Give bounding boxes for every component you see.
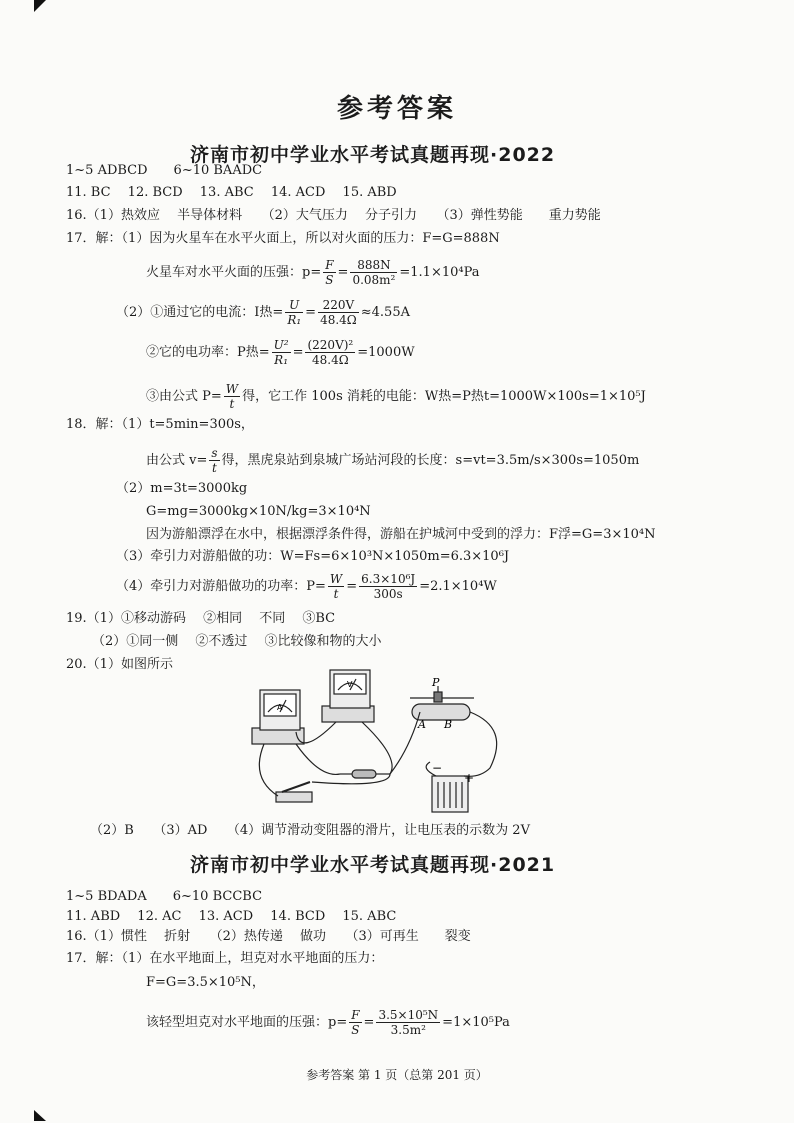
label-a: A — [418, 718, 426, 731]
numerator: U² — [273, 338, 289, 352]
switch-icon — [276, 782, 312, 802]
numerator: s — [211, 446, 218, 460]
answer-line-mc1: 1~5 ADBCD 6~10 BAADC — [66, 163, 263, 178]
fraction — [285, 298, 303, 327]
corner-mark-bottom — [30, 1108, 50, 1123]
answer-line-q19-1: 19.（1）①移动游码 ②相同 不同 ③BC — [66, 611, 336, 626]
answer-line-q18-3: （3）牵引力对游船做的功：W=Fs=6×10³N×1050m=6.3×10⁶J — [116, 549, 510, 564]
page-title: 参考答案 — [336, 94, 457, 124]
fraction — [359, 572, 417, 601]
answer-line-q18-1: 18．解：（1）t=5min=300s， — [66, 417, 254, 432]
denominator: 48.4Ω — [312, 353, 349, 367]
fraction — [224, 382, 240, 411]
numerator: F — [351, 1008, 360, 1022]
fraction — [318, 298, 359, 327]
ammeter-symbol: A — [277, 703, 283, 712]
text-prefix: ③由公式 P= — [146, 389, 222, 404]
text-suffix: =1000W — [357, 345, 415, 360]
answer-line-q17-1: 17．解：（1）因为火星车在水平火面上，所以对火面的压力：F=G=888N — [66, 231, 500, 246]
denominator: t — [333, 587, 339, 601]
numerator: (220V)² — [307, 338, 354, 352]
answer-line-q19-2: （2）①同一侧 ②不透过 ③比较像和物的大小 — [92, 634, 382, 649]
answer-line-2021-q17-1: 17．解：（1）在水平地面上，坦克对水平地面的压力： — [66, 951, 384, 966]
numerator: 6.3×10⁶J — [361, 572, 416, 586]
text-prefix: （4）牵引力对游船做功的功率：P= — [116, 579, 326, 594]
numerator: W — [225, 382, 239, 396]
numerator: 3.5×10⁵N — [378, 1008, 439, 1022]
text-suffix: ≈4.55A — [360, 305, 410, 320]
text-prefix: 由公式 v= — [146, 453, 208, 468]
denominator: 300s — [373, 587, 403, 601]
answer-line-2021-q16: 16.（1）惯性 折射 （2）热传递 做功 （3）可再生 裂变 — [66, 929, 471, 944]
numerator: 888N — [350, 258, 397, 273]
battery-icon — [432, 776, 468, 812]
denominator: 48.4Ω — [320, 313, 357, 327]
denominator: S — [325, 273, 334, 287]
denominator: t — [212, 461, 217, 475]
answer-line-q18-length — [146, 446, 639, 475]
answer-line-q17-power: ②它的电功率：P热= $\frac{\text{U²}}{\text{R₁}}$ = $\frac{\text{(220V)²}}{48.4\Omega}$ =1000W — [146, 338, 415, 367]
fraction — [349, 1008, 361, 1037]
resistor-icon — [340, 770, 390, 778]
page-footer: 参考答案 第 1 页（总第 201 页） — [306, 1068, 488, 1082]
denominator: R₁ — [274, 353, 289, 367]
denominator: R₁ — [287, 313, 302, 327]
text-suffix: =1.1×10⁴Pa — [399, 265, 480, 280]
voltmeter-symbol: V — [347, 680, 353, 689]
answer-line-q17-energy — [146, 382, 646, 411]
numerator: U — [285, 298, 303, 313]
answer-line-q18-gravity: G=mg=3000kg×10N/kg=3×10⁴N — [146, 504, 371, 519]
answer-line-q17-current: （2）①通过它的电流：I热= $\frac{U}{\text{R₁}}$ = $\frac{220V}{48.4\Omega}$ ≈4.55A — [116, 298, 410, 327]
section-heading-2021: 济南市初中学业水平考试真题再现·2021 — [190, 854, 556, 876]
answer-line-q20-1: 20.（1）如图所示 — [66, 657, 173, 672]
fraction — [328, 572, 344, 601]
fraction — [209, 446, 219, 475]
answer-line-2021-q17-force: F=G=3.5×10⁵N， — [146, 975, 265, 990]
battery-minus: − — [432, 761, 443, 775]
answer-line-q20-2: （2）B （3）AD （4）调节滑动变阻器的滑片，让电压表的示数为 2V — [90, 823, 530, 838]
label-b: B — [444, 718, 453, 731]
denominator: 3.5m² — [390, 1023, 426, 1037]
denominator: t — [229, 397, 235, 411]
denominator: S — [351, 1023, 360, 1037]
corner-mark-top — [30, 0, 50, 16]
ammeter-icon — [252, 690, 304, 744]
label-p: P — [432, 676, 440, 689]
answer-line-2021-mc2: 11. ABD 12. AC 13. ACD 14. BCD 15. ABC — [66, 909, 397, 924]
numerator: F — [325, 258, 334, 272]
fraction — [376, 1008, 440, 1037]
circuit-diagram — [240, 668, 570, 818]
text-suffix: 得，黑虎泉站到泉城广场站河段的长度：s=vt=3.5m/s×300s=1050m — [221, 453, 640, 468]
denominator: 0.08m² — [352, 273, 396, 287]
answer-line-mc2: 11. BC 12. BCD 13. ABC 14. ACD 15. ABD — [66, 185, 397, 200]
answer-line-2021-q17-pressure: 该轻型坦克对水平地面的压强：p= $\frac{F}{S}$ = $\frac{\text{3.5×10⁵N}}{\text{3.5m²}}$ =1×10⁵Pa — [146, 1008, 510, 1037]
battery-plus: + — [464, 771, 475, 785]
section-heading-2022: 济南市初中学业水平考试真题再现·2022 — [190, 144, 556, 166]
fraction — [350, 258, 397, 287]
answer-line-q18-2: （2）m=3t=3000kg — [116, 481, 248, 496]
text-prefix: 该轻型坦克对水平地面的压强：p= — [146, 1015, 348, 1030]
numerator: 220V — [318, 298, 359, 313]
text-prefix: 火星车对水平火面的压强：p= — [146, 265, 322, 280]
text-prefix: ②它的电功率：P热= — [146, 345, 270, 360]
answer-line-q16: 16.（1）热效应 半导体材料 （2）大气压力 分子引力 （3）弹性势能 重力势能 — [66, 208, 601, 223]
answer-line-2021-mc1: 1~5 BDADA 6~10 BCCBC — [66, 889, 263, 904]
answer-line-q18-buoyancy: 因为游船漂浮在水中，根据漂浮条件得，游船在护城河中受到的浮力：F浮=G=3×10⁴N — [146, 527, 656, 542]
text-suffix: 得，它工作 100s 消耗的电能：W热=P热t=1000W×100s=1×10⁵J — [242, 389, 646, 404]
fraction — [305, 338, 355, 367]
text-suffix: =2.1×10⁴W — [419, 579, 497, 594]
text-suffix: =1×10⁵Pa — [442, 1015, 510, 1030]
answer-line-q17-pressure: 火星车对水平火面的压强：p= $\frac{F}{S}$ = $\frac{888N}{\text{0.08m²}}$ =1.1×10⁴Pa — [146, 258, 480, 287]
numerator: W — [329, 572, 343, 586]
voltmeter-icon — [322, 670, 374, 722]
fraction — [272, 338, 291, 367]
answer-line-q18-4: （4）牵引力对游船做功的功率：P= $\frac{W}{t}$ = $\frac{\text{6.3×10⁶J}}{300s}$ =2.1×10⁴W — [116, 572, 497, 601]
fraction — [323, 258, 335, 287]
text-prefix: （2）①通过它的电流：I热= — [116, 305, 284, 320]
